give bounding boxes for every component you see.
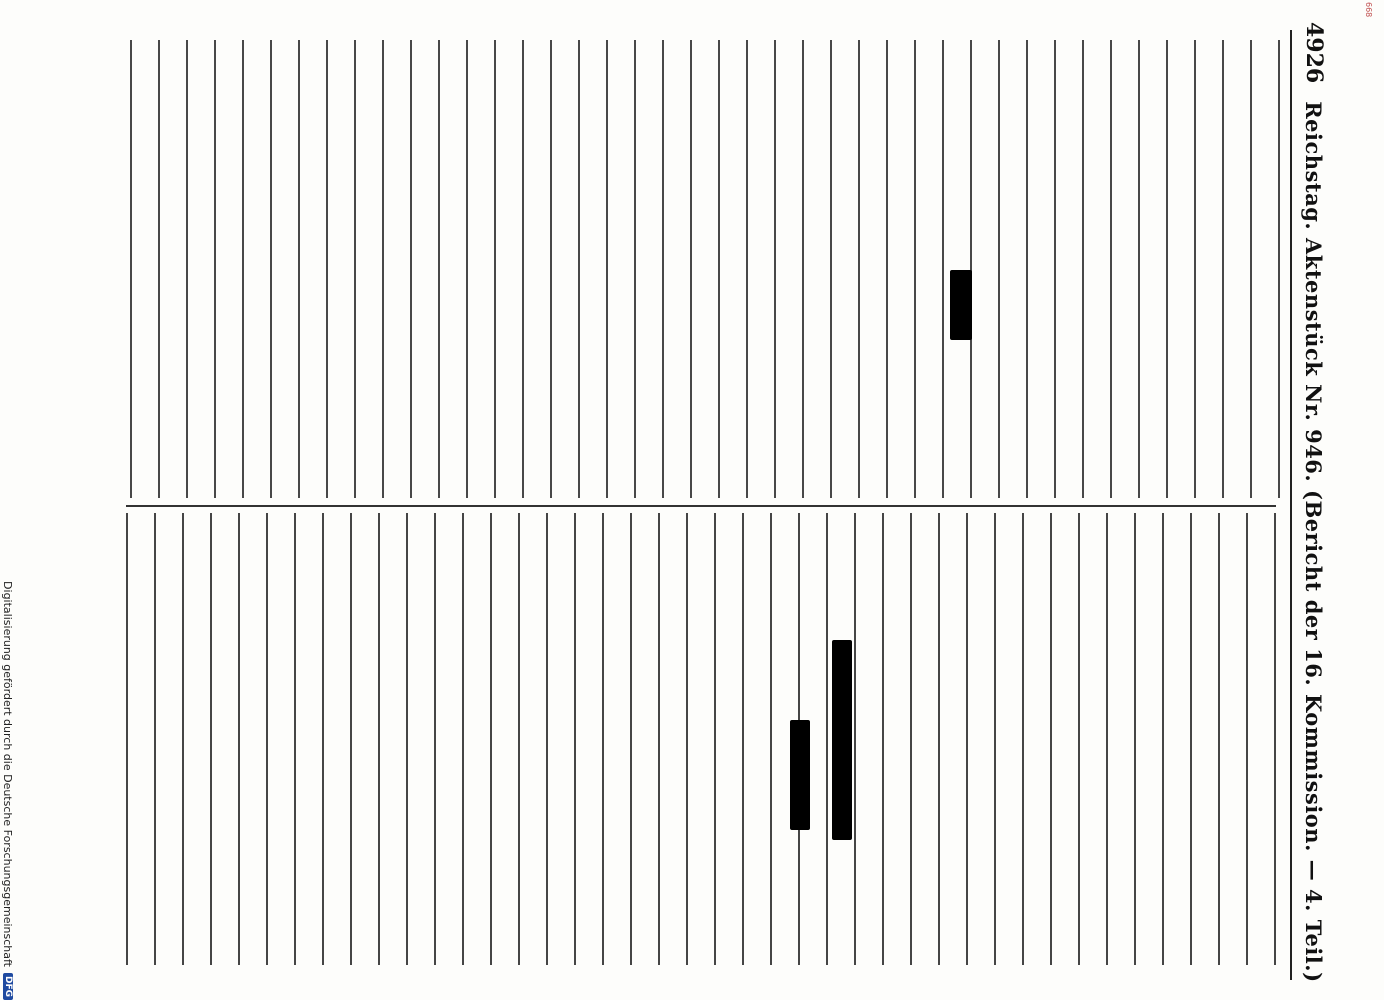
page-header [1292,22,1336,983]
section-heading-mark [950,270,972,340]
header-rule [1290,30,1292,980]
column-divider [126,505,1276,507]
page-number: 4926 [1301,22,1327,84]
section-heading-mark [832,640,852,840]
section-heading-mark [790,720,810,830]
text-column-first [130,40,1280,498]
credit-text: Digitalisierung gefördert durch die Deutsche Forschungsgemeinschaft [1,581,15,967]
dfg-logo: DFG [3,973,13,1000]
digitization-credit [0,0,20,1000]
page-title: Reichstag. Aktenstück Nr. 946. (Bericht der 16. Kommission. — 4. Teil.) [1301,101,1327,983]
text-column-second [126,513,1276,965]
page-stamp [1360,2,1380,42]
stamp-text: 668 [1364,2,1374,18]
